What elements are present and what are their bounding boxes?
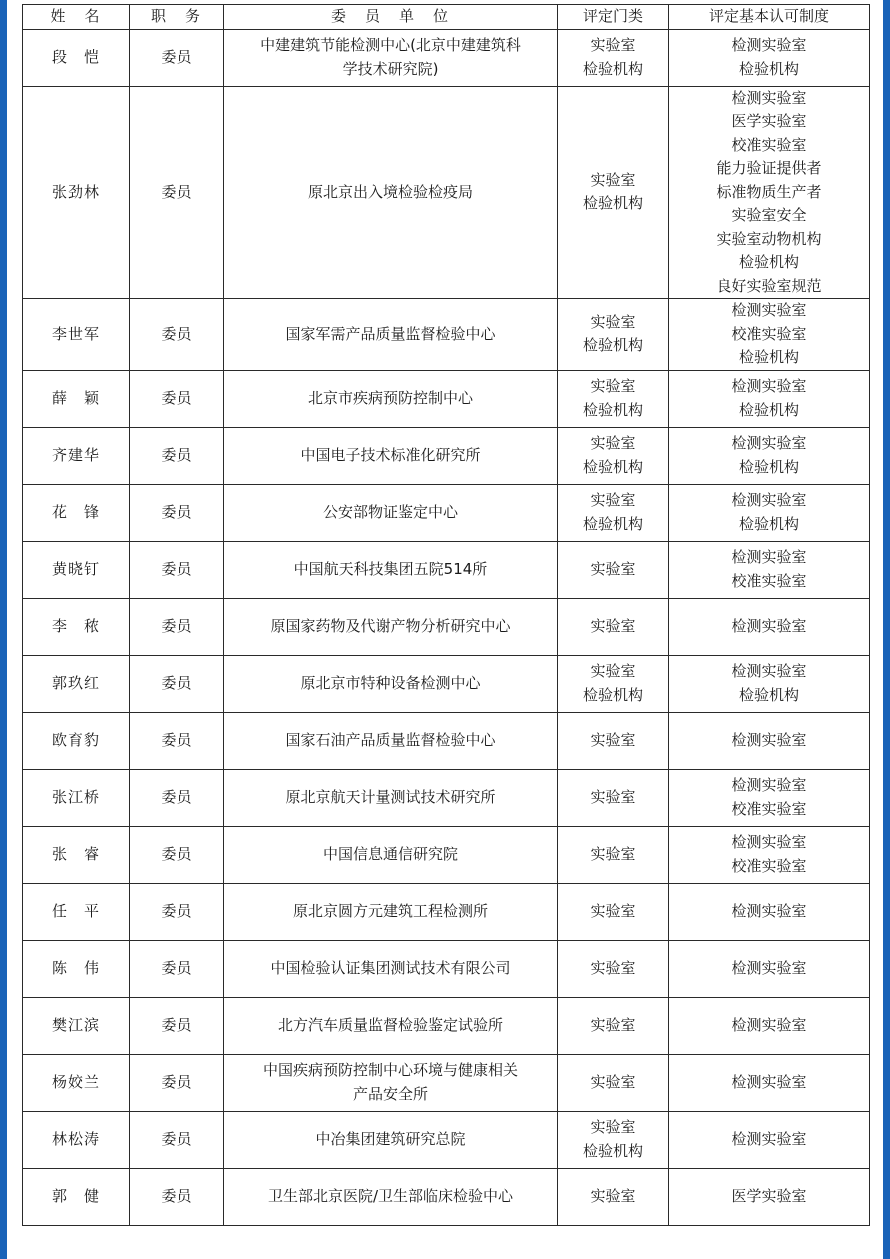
member-unit-cell [224,370,558,427]
accreditation-system-cell [669,484,870,541]
accreditation-system-cell [669,1054,870,1111]
system-line: 检测实验室 [731,901,807,920]
table-row [23,1111,870,1168]
category-line: 实验室 [590,377,636,395]
system-line: 检测实验室 [731,434,807,452]
accreditation-system-cell [669,370,870,427]
table-row [23,1168,870,1225]
category-cell [558,86,669,299]
member-position-cell: 委员 [130,370,224,427]
unit-line: 北京市疾病预防控制中心 [307,388,473,407]
committee-members-table [22,4,870,1226]
unit-line: 中国信息通信研究院 [322,844,458,863]
unit-line: 北方汽车质量监督检验鉴定试验所 [277,1015,503,1034]
member-position-cell: 委员 [130,883,224,940]
left-page-border [0,0,7,1259]
system-line: 检验机构 [738,400,799,419]
member-position-cell: 委员 [130,86,224,299]
member-unit-cell [224,598,558,655]
system-line: 检验机构 [738,253,799,271]
category-line: 检验机构 [582,1141,643,1160]
accreditation-system-cell [669,1111,870,1168]
member-unit-cell [224,712,558,769]
member-unit-cell [224,1054,558,1111]
category-cell [558,427,669,484]
category-line: 实验室 [590,312,636,331]
category-cell [558,883,669,940]
unit-line: 公安部物证鉴定中心 [322,502,458,521]
system-line: 检测实验室 [731,548,807,566]
system-line: 实验室动物机构 [716,229,822,248]
member-name-cell: 黄晓钉 [23,541,130,598]
member-name-cell: 张江桥 [23,769,130,826]
member-position-cell: 委员 [130,1168,224,1225]
accreditation-system-cell [669,997,870,1054]
category-cell [558,712,669,769]
category-line: 实验室 [590,787,636,806]
accreditation-system-cell [669,940,870,997]
system-line: 医学实验室 [731,1186,807,1205]
system-line: 检测实验室 [731,36,807,54]
category-line: 实验室 [590,1072,636,1091]
table-body [23,29,870,1225]
header-category: 评定门类 [558,5,669,30]
table-row [23,655,870,712]
unit-line: 中国疾病预防控制中心环境与健康相关 [262,1061,518,1079]
system-line: 医学实验室 [731,112,807,130]
category-line: 检验机构 [582,685,643,704]
table-row [23,427,870,484]
system-line: 检验机构 [738,348,799,366]
system-line: 检测实验室 [731,301,807,319]
member-unit-cell [224,940,558,997]
system-line: 检测实验室 [731,662,807,680]
category-line: 实验室 [590,730,636,749]
system-line: 检验机构 [738,457,799,476]
member-unit-cell [224,29,558,86]
member-position-cell: 委员 [130,655,224,712]
category-cell [558,1111,669,1168]
member-name-cell: 薛 颖 [23,370,130,427]
member-position-cell: 委员 [130,712,224,769]
member-name-cell: 齐建华 [23,427,130,484]
member-unit-cell [224,541,558,598]
accreditation-system-cell [669,883,870,940]
member-name-cell: 段 恺 [23,29,130,86]
unit-line: 原国家药物及代谢产物分析研究中心 [270,616,511,635]
system-line: 校准实验室 [731,135,807,154]
member-position-cell: 委员 [130,1054,224,1111]
system-line: 检测实验室 [731,377,807,395]
category-line: 实验室 [590,844,636,863]
category-cell [558,655,669,712]
member-name-cell: 李 秾 [23,598,130,655]
member-unit-cell [224,883,558,940]
accreditation-system-cell [669,826,870,883]
system-line: 检测实验室 [731,833,807,851]
table-row [23,883,870,940]
member-name-cell: 陈 伟 [23,940,130,997]
member-name-cell: 李世军 [23,299,130,371]
unit-line: 产品安全所 [352,1084,428,1103]
member-unit-cell [224,484,558,541]
table-row [23,86,870,299]
member-position-cell: 委员 [130,541,224,598]
unit-line: 国家军需产品质量监督检验中心 [285,324,496,343]
category-line: 实验室 [590,901,636,920]
right-page-border [883,0,890,1259]
unit-line: 国家石油产品质量监督检验中心 [285,730,496,749]
header-position: 职 务 [130,5,224,30]
system-line: 检验机构 [738,685,799,704]
unit-line: 中冶集团建筑研究总院 [315,1129,466,1148]
accreditation-system-cell [669,86,870,299]
header-unit: 委 员 单 位 [224,5,558,30]
unit-line: 中建建筑节能检测中心(北京中建建筑科 [260,36,521,54]
member-name-cell: 郭玖红 [23,655,130,712]
table-row [23,29,870,86]
category-line: 实验室 [590,1186,636,1205]
member-position-cell: 委员 [130,826,224,883]
category-line: 实验室 [590,559,636,578]
category-line: 实验室 [590,491,636,509]
member-name-cell: 杨姣兰 [23,1054,130,1111]
table-header-row [23,5,870,30]
category-line: 实验室 [590,1118,636,1136]
system-line: 检测实验室 [731,616,807,635]
member-name-cell: 花 锋 [23,484,130,541]
category-cell [558,370,669,427]
category-line: 实验室 [590,434,636,452]
member-unit-cell [224,997,558,1054]
member-unit-cell [224,1111,558,1168]
member-name-cell: 张 睿 [23,826,130,883]
category-line: 实验室 [590,662,636,680]
unit-line: 中国检验认证集团测试技术有限公司 [270,958,511,977]
member-position-cell: 委员 [130,598,224,655]
table-row [23,997,870,1054]
category-cell [558,769,669,826]
category-cell [558,997,669,1054]
category-line: 实验室 [590,170,636,189]
system-line: 检验机构 [738,514,799,533]
unit-line: 卫生部北京医院/卫生部临床检验中心 [267,1186,514,1205]
category-cell [558,484,669,541]
system-line: 校准实验室 [731,324,807,343]
member-name-cell: 欧育豹 [23,712,130,769]
system-line: 良好实验室规范 [716,276,822,295]
category-line: 检验机构 [582,514,643,533]
member-name-cell: 任 平 [23,883,130,940]
header-name: 姓 名 [23,5,130,30]
category-cell [558,541,669,598]
table-row [23,1054,870,1111]
accreditation-system-cell [669,712,870,769]
table-row [23,826,870,883]
member-position-cell: 委员 [130,29,224,86]
unit-line: 中国电子技术标准化研究所 [300,445,481,464]
table-row [23,769,870,826]
system-line: 检测实验室 [731,958,807,977]
accreditation-system-cell [669,299,870,371]
accreditation-system-cell [669,655,870,712]
accreditation-system-cell [669,29,870,86]
unit-line: 原北京航天计量测试技术研究所 [285,787,496,806]
system-line: 检测实验室 [731,491,807,509]
category-line: 实验室 [590,1015,636,1034]
system-line: 检验机构 [738,59,799,78]
member-position-cell: 委员 [130,427,224,484]
system-line: 检测实验室 [731,1015,807,1034]
system-line: 校准实验室 [731,799,807,818]
member-position-cell: 委员 [130,940,224,997]
table-row [23,541,870,598]
system-line: 标准物质生产者 [716,182,822,201]
category-line: 检验机构 [582,336,643,355]
category-cell [558,1168,669,1225]
category-cell [558,598,669,655]
member-name-cell: 林松涛 [23,1111,130,1168]
system-line: 检测实验室 [731,1072,807,1091]
member-unit-cell [224,769,558,826]
member-position-cell: 委员 [130,997,224,1054]
category-line: 检验机构 [582,400,643,419]
accreditation-system-cell [669,769,870,826]
unit-line: 原北京市特种设备检测中心 [300,673,481,692]
category-line: 检验机构 [582,457,643,476]
unit-line: 原北京出入境检验检疫局 [307,182,473,201]
system-line: 检测实验室 [731,88,807,107]
category-cell [558,940,669,997]
member-position-cell: 委员 [130,299,224,371]
table-row [23,370,870,427]
member-position-cell: 委员 [130,1111,224,1168]
system-line: 检测实验室 [731,776,807,794]
table-row [23,940,870,997]
member-unit-cell [224,86,558,299]
member-position-cell: 委员 [130,769,224,826]
accreditation-system-cell [669,598,870,655]
unit-line: 中国航天科技集团五院514所 [293,559,488,578]
committee-table-container [22,4,869,1226]
category-line: 检验机构 [582,59,643,78]
system-line: 检测实验室 [731,1129,807,1148]
category-cell [558,299,669,371]
category-cell [558,29,669,86]
member-position-cell: 委员 [130,484,224,541]
member-name-cell: 张劲林 [23,86,130,299]
table-row [23,484,870,541]
category-line: 检验机构 [582,194,643,213]
member-unit-cell [224,1168,558,1225]
category-line: 实验室 [590,958,636,977]
member-name-cell: 樊江滨 [23,997,130,1054]
table-row [23,598,870,655]
unit-line: 原北京圆方元建筑工程检测所 [292,901,488,920]
category-cell [558,826,669,883]
member-unit-cell [224,427,558,484]
system-line: 检测实验室 [731,730,807,749]
unit-line: 学技术研究院) [342,59,439,78]
category-line: 实验室 [590,616,636,635]
member-unit-cell [224,826,558,883]
accreditation-system-cell [669,541,870,598]
accreditation-system-cell [669,1168,870,1225]
system-line: 实验室安全 [731,206,807,224]
member-unit-cell [224,299,558,371]
system-line: 校准实验室 [731,571,807,590]
member-name-cell: 郭 健 [23,1168,130,1225]
category-cell [558,1054,669,1111]
table-row [23,299,870,371]
table-row [23,712,870,769]
system-line: 能力验证提供者 [716,159,822,177]
category-line: 实验室 [590,36,636,54]
header-system: 评定基本认可制度 [669,5,870,30]
accreditation-system-cell [669,427,870,484]
member-unit-cell [224,655,558,712]
system-line: 校准实验室 [731,856,807,875]
